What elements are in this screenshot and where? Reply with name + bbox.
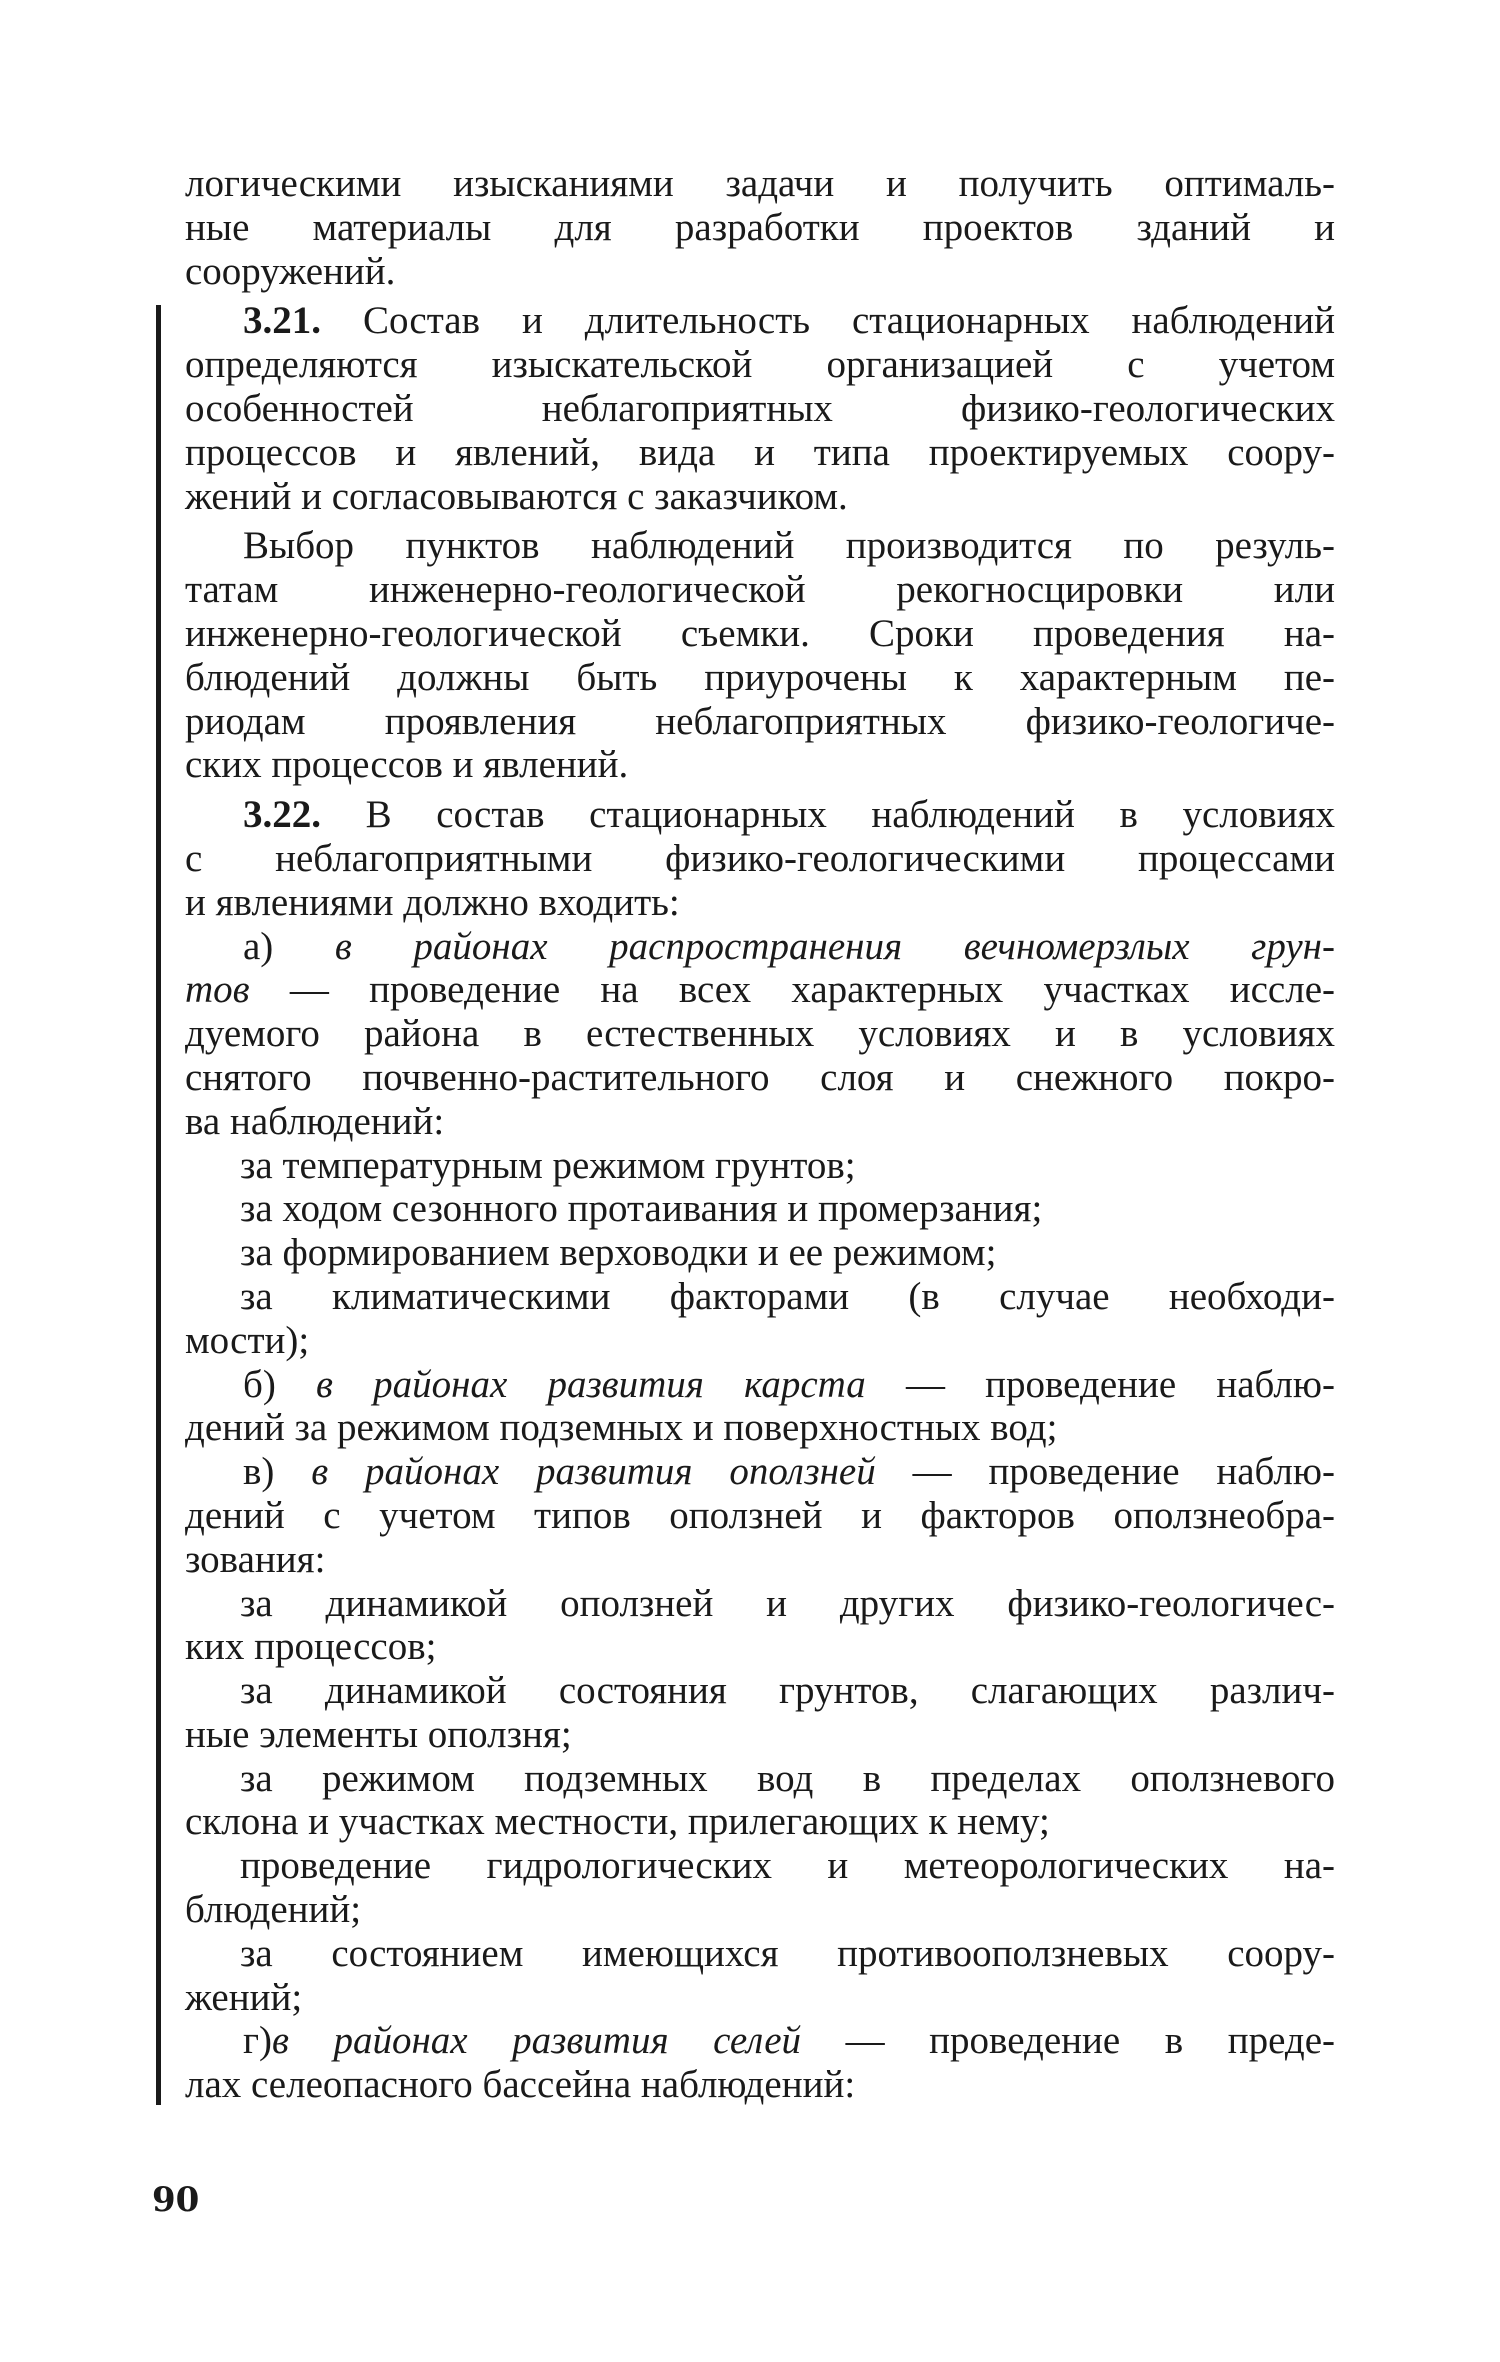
text-line: ких процессов; bbox=[185, 1625, 437, 1669]
list-item: за динамикой оползней и других физико-геологичес- bbox=[240, 1581, 1335, 1625]
text-line: ные элементы оползня; bbox=[185, 1712, 572, 1756]
item-g-line: г)в районах развития селей — проведение в преде- bbox=[243, 2019, 1336, 2063]
clause-number: 3.21. bbox=[243, 299, 321, 343]
list-item: за климатическими факторами (в случае необходи- bbox=[240, 1274, 1335, 1318]
text-line: снятого почвенно-растительного слоя и снежного покро- bbox=[185, 1055, 1335, 1099]
text-line: инженерно-геологической съемки. Сроки проведения на- bbox=[185, 611, 1335, 655]
text-line: особенностей неблагоприятных физико-геологических bbox=[185, 386, 1335, 430]
text-line: с неблагоприятными физико-геологическими процессами bbox=[185, 836, 1335, 880]
text-line: ва наблюдений: bbox=[185, 1099, 445, 1143]
text-line: блюдений должны быть приурочены к характерным пе- bbox=[185, 655, 1335, 699]
text-line: жений и согласовываются с заказчиком. bbox=[185, 474, 848, 518]
clause-3-21-line: 3.21. Состав и длительность стационарных наблюдений bbox=[243, 299, 1335, 343]
page-number: 90 bbox=[152, 2180, 200, 2220]
revision-bar bbox=[156, 305, 161, 2105]
text-line: зования: bbox=[185, 1537, 326, 1581]
list-item: за режимом подземных вод в пределах оползневого bbox=[240, 1756, 1335, 1800]
text-line: дений с учетом типов оползней и факторов оползнеобра- bbox=[185, 1493, 1335, 1537]
text-line: логическими изысканиями задачи и получить оптималь- bbox=[185, 162, 1335, 205]
text-line: риодам проявления неблагоприятных физико-геологиче- bbox=[185, 699, 1335, 743]
item-b-line: б) в районах развития карста — проведение наблю- bbox=[243, 1362, 1335, 1406]
list-item: за состоянием имеющихся противооползневых соору- bbox=[240, 1931, 1335, 1975]
item-v-line: в) в районах развития оползней — проведение наблю- bbox=[243, 1450, 1335, 1494]
clause-3-22-line: 3.22. В состав стационарных наблюдений в условиях bbox=[243, 793, 1335, 837]
text-line: татам инженерно-геологической рекогносцировки или bbox=[185, 568, 1335, 612]
text-line: дений за режимом подземных и поверхностных вод; bbox=[185, 1406, 1058, 1450]
item-a-line: а) в районах распространения вечномерзлых грун- bbox=[243, 924, 1335, 968]
list-item: за температурным режимом грунтов; bbox=[240, 1143, 856, 1187]
list-item: проведение гидрологических и метеорологических на- bbox=[240, 1844, 1335, 1888]
page-text bbox=[185, 162, 1335, 2107]
text-line: тов — проведение на всех характерных участках иссле- bbox=[185, 968, 1335, 1012]
text-line: сооружений. bbox=[185, 249, 396, 293]
text-line: и явлениями должно входить: bbox=[185, 880, 680, 924]
list-item: за формированием верховодки и ее режимом; bbox=[240, 1231, 997, 1275]
text-line: ные материалы для разработки проектов зданий и bbox=[185, 205, 1335, 249]
list-item: за ходом сезонного протаивания и промерзания; bbox=[240, 1187, 1043, 1231]
text-line: лах селеопасного бассейна наблюдений: bbox=[185, 2063, 856, 2107]
text-line: блюдений; bbox=[185, 1888, 362, 1932]
clause-number: 3.22. bbox=[243, 793, 321, 837]
list-item: за динамикой состояния грунтов, слагающих различ- bbox=[240, 1669, 1335, 1713]
text-line: определяются изыскательской организацией с учетом bbox=[185, 343, 1335, 387]
text-line: ских процессов и явлений. bbox=[185, 743, 629, 787]
text-line: Выбор пунктов наблюдений производится по резуль- bbox=[243, 524, 1335, 568]
text-line: жений; bbox=[185, 1975, 303, 2019]
text-line: процессов и явлений, вида и типа проектируемых соору- bbox=[185, 430, 1335, 474]
text-line: мости); bbox=[185, 1318, 310, 1362]
text-line: склона и участках местности, прилегающих к нему; bbox=[185, 1800, 1050, 1844]
text-line: дуемого района в естественных условиях и в условиях bbox=[185, 1012, 1335, 1056]
